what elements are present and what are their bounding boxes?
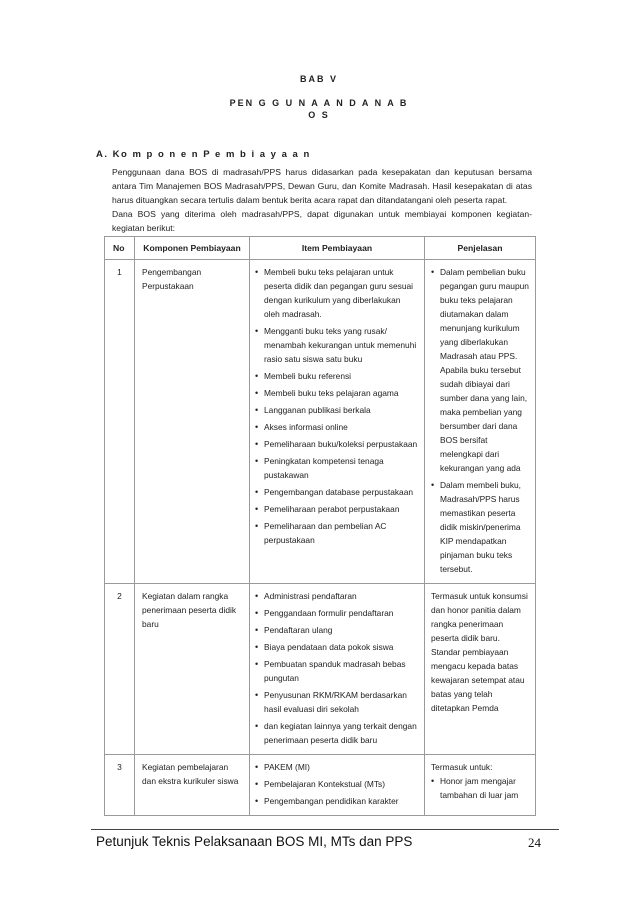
item-list-cell [250,584,425,755]
item-list-cell [250,260,425,584]
bullet-icon: • [431,776,435,786]
bullet-icon: • [255,642,259,652]
bullet-icon: • [255,625,259,635]
bullet-icon: • [255,521,259,531]
table-row [105,584,536,755]
explanation-item-text: Dalam pembelian buku pegangan guru maupun buku teks pelajaran diutamakan dalam menunjang kurikulum yang diberlakukan Madrasah atau PPS. Apabila buku tersebut sudah dibiayai dari sumber dana yang lain, maka pembelian yang bersumber dari dana BOS bersifat melengkapi dari kekurangan yang ada [440,267,529,473]
component-name: Kegiatan pembelajaran dan ekstra kurikuler siswa [135,755,250,816]
item-list [255,589,418,747]
bullet-icon: • [255,388,259,398]
bullet-icon: • [255,659,259,669]
item-text: Membeli buku referensi [264,371,352,381]
header-komponen: Komponen Pembiayaan [135,237,250,260]
bullet-icon: • [255,371,259,381]
bullet-icon: • [255,762,259,772]
explanation-item-text: Honor jam mengajar tambahan di luar jam [440,776,519,800]
list-item [255,623,418,637]
item-text: PAKEM (MI) [264,762,310,772]
item-text: Akses informasi online [264,422,348,432]
item-text: Biaya pendataan data pokok siswa [264,642,394,652]
explanation-text: Termasuk untuk konsumsi dan honor panitia dalam rangka penerimaan peserta didik baru. [431,591,528,643]
row-number: 1 [105,260,135,584]
item-text: Pembelajaran Kontekstual (MTs) [264,779,386,789]
component-name: Kegiatan dalam rangka penerimaan peserta didik baru [135,584,250,755]
table-row [105,260,536,584]
bullet-icon: • [255,504,259,514]
explanation-text: Standar pembiayaan mengacu kepada batas kewajaran setempat atau batas yang telah ditetapkan Pemda [431,647,525,713]
item-list-cell [250,755,425,816]
bullet-icon: • [255,591,259,601]
list-item [255,688,418,716]
list-item [255,519,418,547]
intro-text [112,165,532,235]
list-item [255,760,418,774]
item-text: Pengembangan pendidikan karakter [264,796,399,806]
item-text: Peningkatan kompetensi tenaga pustakawan [264,456,384,480]
footer-divider [91,829,559,830]
bullet-icon: • [255,487,259,497]
component-name: Pengembangan Perpustakaan [135,260,250,584]
list-item [255,403,418,417]
footer-title: Petunjuk Teknis Pelaksanaan BOS MI, MTs dan PPS [96,834,413,849]
intro-paragraph-1: Penggunaan dana BOS di madrasah/PPS harus didasarkan pada kesepakatan dan keputusan bersama antara Tim Manajemen BOS Madrasah/PPS, Dewan Guru, dan Komite Madrasah. Hasil kesepakatan di atas harus dituangkan secara tertulis dalam bentuk berita acara rapat dan ditandatangani oleh peserta rapat. [112,167,532,205]
item-text: Penggandaan formulir pendaftaran [264,608,394,618]
table-row [105,755,536,816]
list-item [255,437,418,451]
item-text: Pengembangan database perpustakaan [264,487,414,497]
bullet-icon: • [255,690,259,700]
bullet-icon: • [255,779,259,789]
list-item [255,324,418,366]
list-item [255,606,418,620]
item-text: Penyusunan RKM/RKAM berdasarkan hasil evaluasi diri sekolah [264,690,407,714]
item-text: Pembuatan spanduk madrasah bebas pungutan [264,659,406,683]
explanation-cell [425,260,536,584]
item-text: Pemeliharaan buku/koleksi perpustakaan [264,439,418,449]
list-item [255,420,418,434]
list-item [255,454,418,482]
bullet-icon: • [255,439,259,449]
chapter-label: BAB V [299,74,338,84]
list-item [255,719,418,747]
explanation-list [431,774,531,802]
item-text: dan kegiatan lainnya yang terkait dengan penerimaan peserta didik baru [264,721,417,745]
header-item: Item Pembiayaan [250,237,425,260]
list-item [255,794,418,808]
chapter-title-line2: O S [308,110,330,120]
bullet-icon: • [255,405,259,415]
row-number: 3 [105,755,135,816]
list-item [255,369,418,383]
item-list [255,760,418,808]
bullet-icon: • [255,608,259,618]
list-item [255,589,418,603]
list-item [255,265,418,321]
section-title: A. Ko m p o n e n P e m b i a y a a n [96,149,311,160]
bullet-icon: • [255,267,259,277]
list-item [255,657,418,685]
row-number: 2 [105,584,135,755]
item-text: Langganan publikasi berkala [264,405,371,415]
bullet-icon: • [431,267,435,277]
explanation-list [431,265,531,576]
list-item [255,502,418,516]
list-item [255,640,418,654]
item-text: Pendaftaran ulang [264,625,333,635]
bullet-icon: • [255,796,259,806]
list-item [255,777,418,791]
page-number: 24 [528,835,541,850]
bullet-icon: • [255,456,259,466]
bullet-icon: • [255,721,259,731]
bullet-icon: • [255,422,259,432]
bullet-icon: • [431,480,435,490]
bullet-icon: • [255,326,259,336]
list-item [431,265,531,475]
item-text: Membeli buku teks pelajaran untuk peserta didik dan pegangan guru sesuai dengan kurikulum yang diberlakukan oleh madrasah. [264,267,413,319]
chapter-title-line1: PEN G G U N A A N D A N A B [229,98,409,108]
list-item [431,774,531,802]
explanation-cell [425,584,536,755]
table-header-row [105,237,536,260]
item-text: Mengganti buku teks yang rusak/ menambah kekurangan untuk memenuhi rasio satu siswa satu buku [264,326,417,364]
item-list [255,265,418,547]
item-text: Pemeliharaan perabot perpustakaan [264,504,400,514]
explanation-cell [425,755,536,816]
explanation-item-text: Dalam membeli buku, Madrasah/PPS harus memastikan peserta didik miskin/penerima KIP mendapatkan pinjaman buku teks tersebut. [440,480,521,574]
item-text: Pemeliharaan dan pembelian AC perpustakaan [264,521,387,545]
explanation-text: Termasuk untuk: [431,762,493,772]
table-body [105,260,536,816]
item-text: Membeli buku teks pelajaran agama [264,388,399,398]
list-item [255,386,418,400]
list-item [431,478,531,576]
list-item [255,485,418,499]
item-text: Administrasi pendaftaran [264,591,357,601]
header-penjelasan: Penjelasan [425,237,536,260]
header-no: No [105,237,135,260]
cost-component-table [104,236,536,816]
intro-paragraph-2: Dana BOS yang diterima oleh madrasah/PPS, dapat digunakan untuk membiayai komponen kegiatan-kegiatan berikut: [112,209,532,233]
